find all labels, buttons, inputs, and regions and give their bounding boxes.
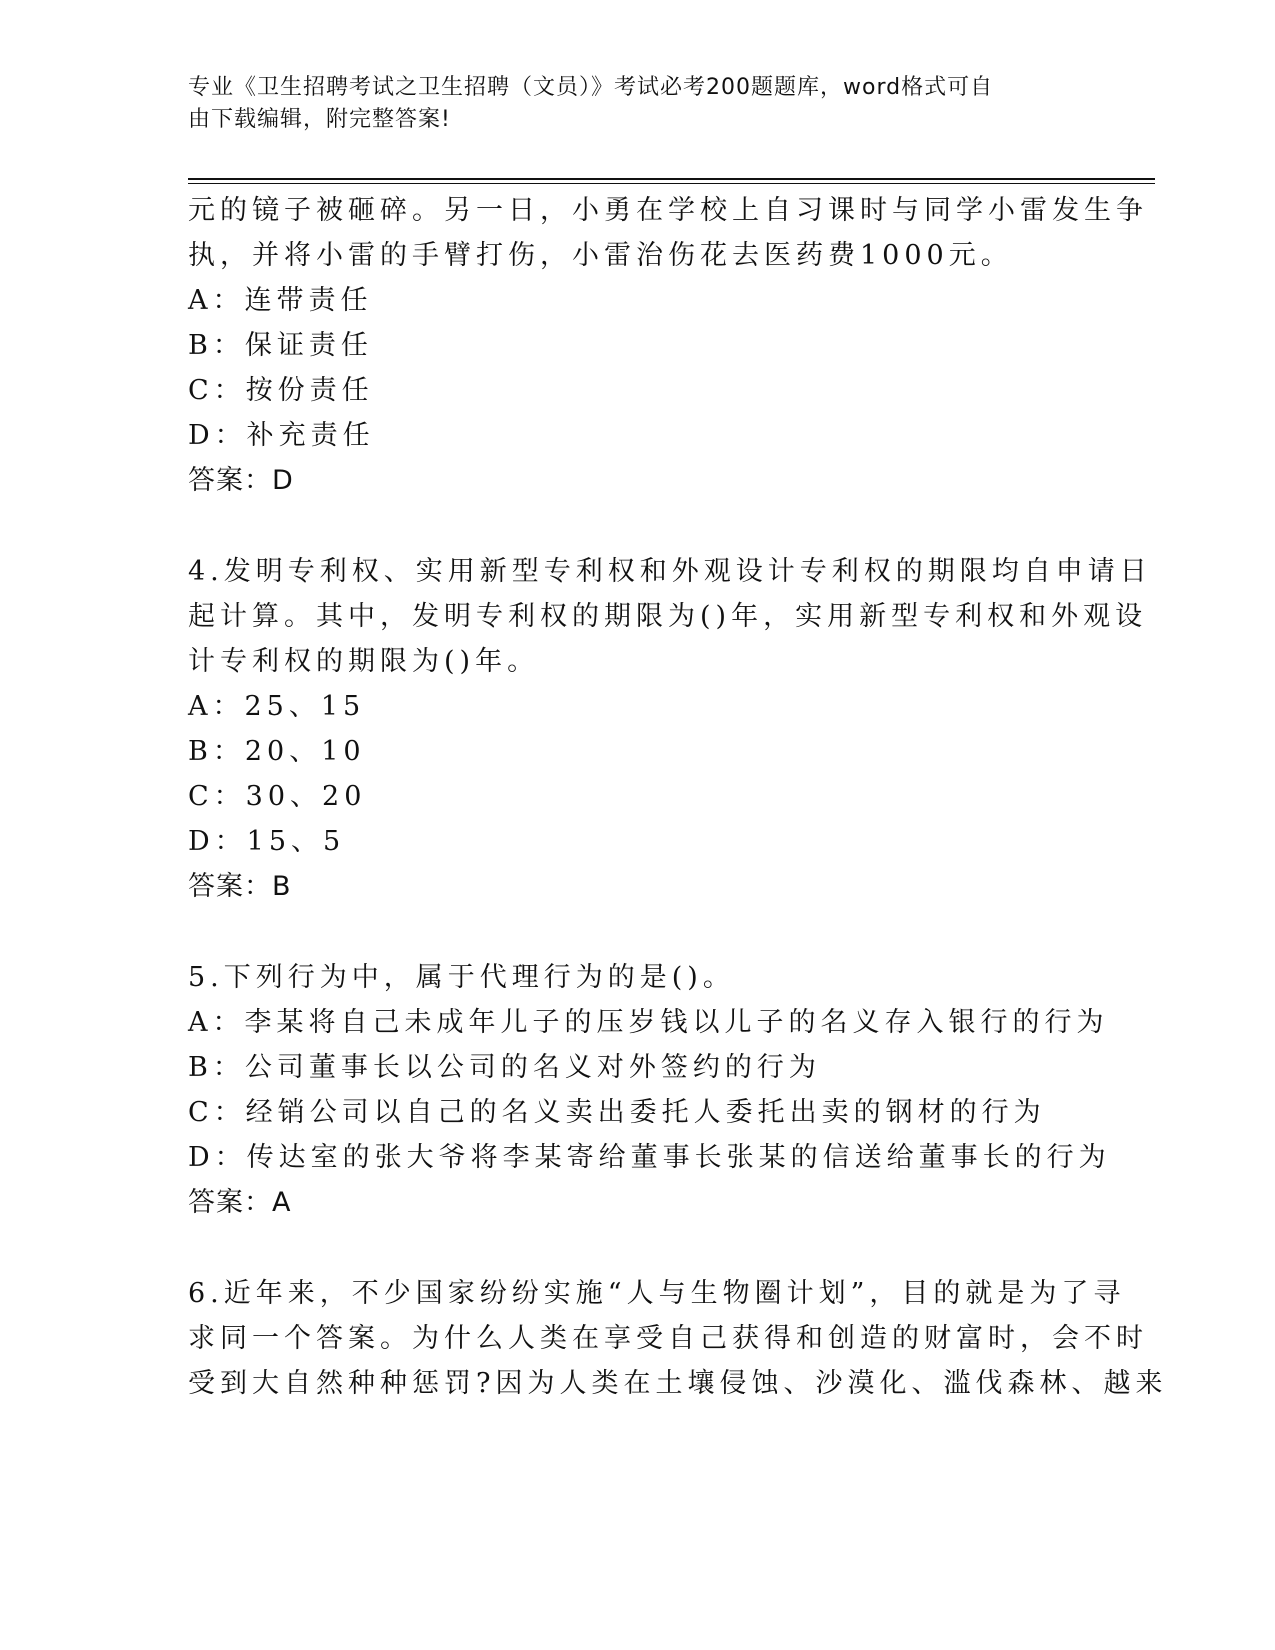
option-d: D：15、5 [188, 826, 346, 857]
option-c: C：30、20 [188, 781, 367, 812]
question-stem-line: 4.发明专利权、实用新型专利权和外观设计专利权的期限均自申请日 [188, 556, 1152, 587]
option-c: C：按份责任 [188, 375, 374, 406]
question-3 [188, 188, 1148, 503]
question-stem-line: 6.近年来，不少国家纷纷实施“人与生物圈计划”，目的就是为了寻 [188, 1278, 1126, 1309]
question-stem-line: 起计算。其中，发明专利权的期限为()年，实用新型专利权和外观设 [188, 601, 1148, 632]
option-a: A：李某将自己未成年儿子的压岁钱以儿子的名义存入银行的行为 [188, 1007, 1109, 1038]
header-line-2: 由下载编辑，附完整答案! [188, 107, 451, 132]
question-5 [188, 955, 1111, 1225]
header-divider-thick [188, 178, 1155, 180]
document-header [188, 72, 1068, 136]
question-stem-line: 受到大自然种种惩罚?因为人类在土壤侵蚀、沙漠化、滥伐森林、越来 [188, 1368, 1168, 1399]
question-stem-line: 求同一个答案。为什么人类在享受自己获得和创造的财富时，会不时 [188, 1323, 1148, 1354]
question-4 [188, 549, 1152, 909]
option-b: B：20、10 [188, 736, 366, 767]
option-a: A：连带责任 [188, 285, 373, 316]
option-a: A：25、15 [188, 691, 366, 722]
header-line-1: 专业《卫生招聘考试之卫生招聘（文员）》考试必考200题题库，word格式可自 [188, 75, 994, 100]
option-b: B：公司董事长以公司的名义对外签约的行为 [188, 1052, 821, 1083]
question-stem-line: 元的镜子被砸碎。另一日，小勇在学校上自习课时与同学小雷发生争 [188, 195, 1148, 226]
question-stem-line: 5.下列行为中，属于代理行为的是()。 [188, 962, 735, 993]
question-stem-line: 计专利权的期限为()年。 [188, 646, 540, 677]
header-divider-thin [188, 183, 1155, 184]
question-list [188, 188, 1168, 1406]
answer-label: 答案：B [188, 871, 292, 902]
question-stem-line: 执，并将小雷的手臂打伤，小雷治伤花去医药费1000元。 [188, 240, 1013, 271]
option-d: D：传达室的张大爷将李某寄给董事长张某的信送给董事长的行为 [188, 1142, 1111, 1173]
question-gap [188, 909, 1088, 955]
question-6 [188, 1271, 1168, 1406]
option-d: D：补充责任 [188, 420, 375, 451]
question-gap [188, 1225, 1088, 1271]
answer-label: 答案：D [188, 465, 294, 496]
option-c: C：经销公司以自己的名义卖出委托人委托出卖的钢材的行为 [188, 1097, 1046, 1128]
question-gap [188, 503, 1088, 549]
answer-label: 答案：A [188, 1187, 292, 1218]
option-b: B：保证责任 [188, 330, 373, 361]
